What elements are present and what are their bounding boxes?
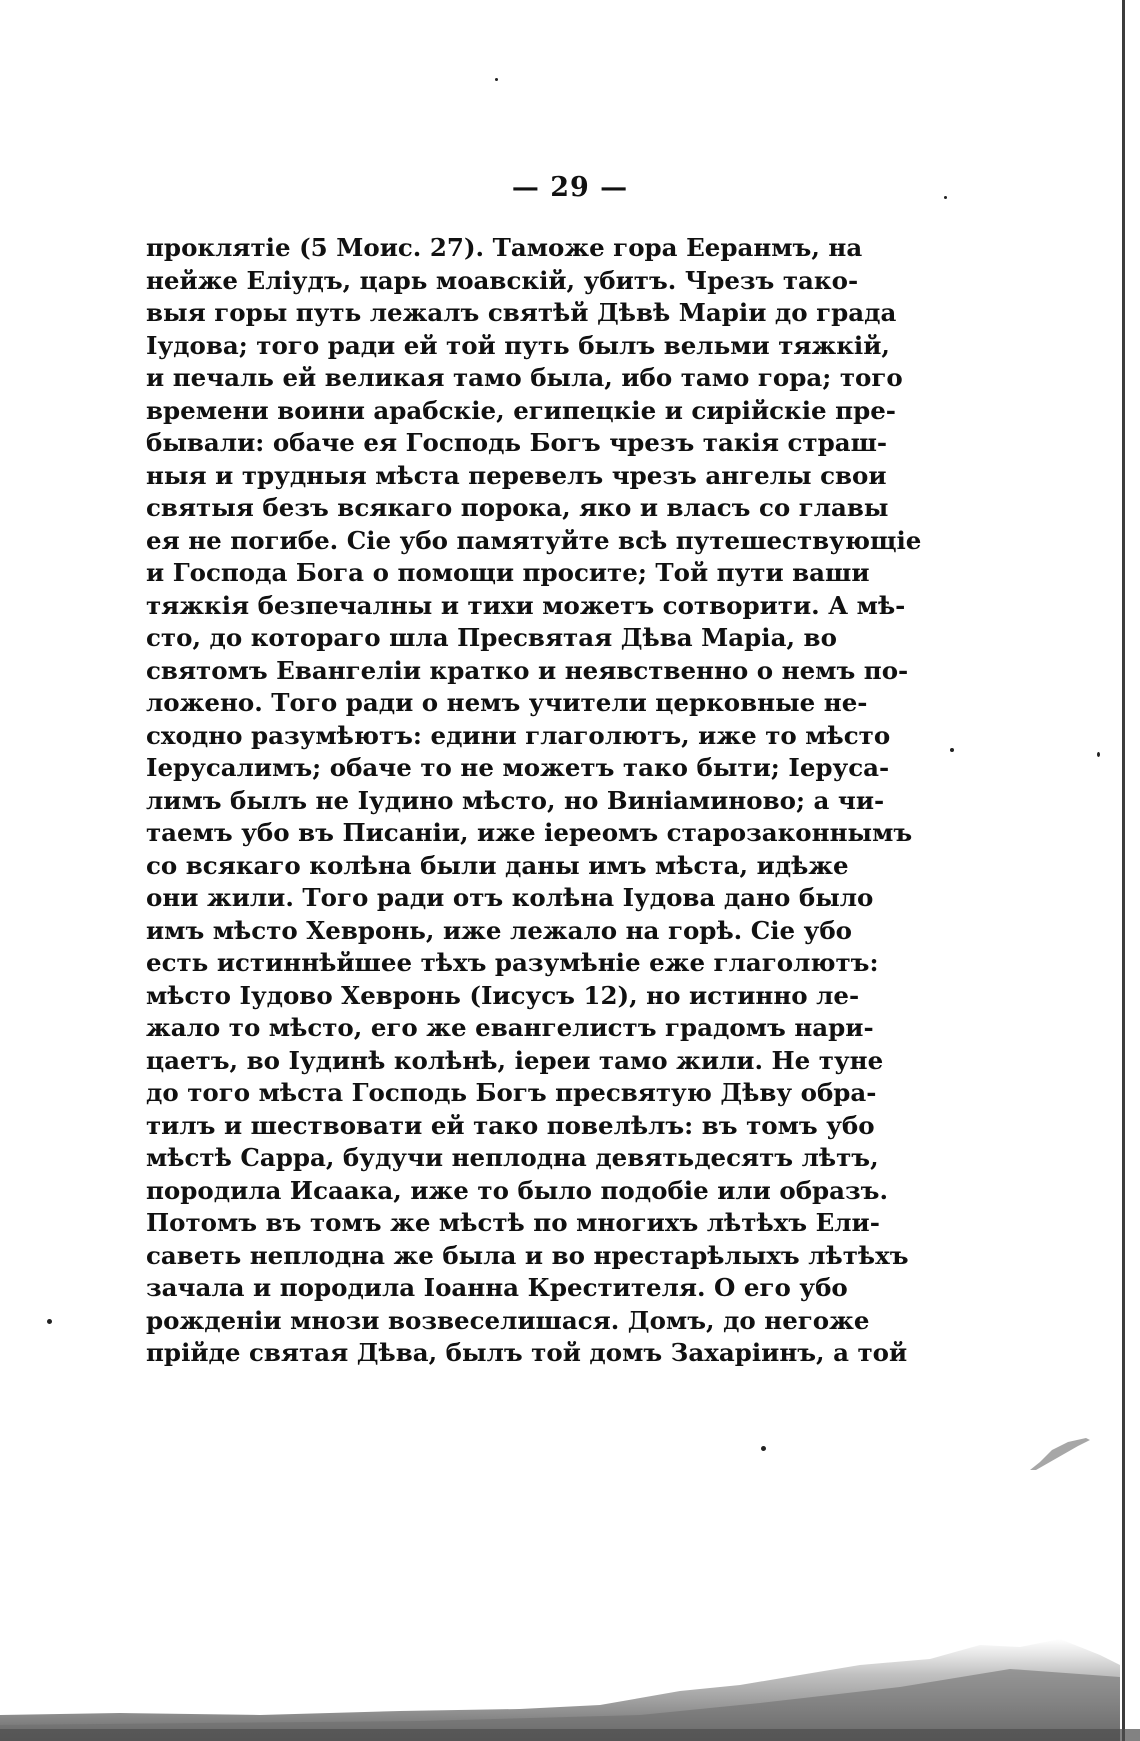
text-line: мѣсто Іудово Хевронь (Іисусъ 12), но истинно ле-: [146, 980, 860, 1010]
text-line: таемъ убо въ Писаніи, иже іереомъ старозаконнымъ: [146, 818, 913, 847]
text-line: сходно разумѣютъ: едини глаголютъ, иже то мѣсто: [146, 720, 891, 750]
text-line: и Господа Бога о помощи просите; Той пути ваши: [146, 558, 870, 587]
text-line: есть истиннѣйшее тѣхъ разумѣніе еже глаголютъ:: [146, 948, 879, 977]
text-line: ложено. Того ради о немъ учители церковные не-: [146, 688, 868, 717]
text-line: прійде святая Дѣва, былъ той домъ Захаріинъ, а той: [146, 1338, 908, 1367]
text-line: нейже Еліудъ, царь моавскій, убитъ. Чрезъ тако-: [146, 265, 859, 295]
dust-speck: [1097, 752, 1100, 757]
text-line: сто, до котораго шла Пресвятая Дѣва Маріа, во: [146, 623, 837, 652]
text-line: жало то мѣсто, его же евангелистъ градомъ нари-: [146, 1013, 874, 1042]
text-line: выя горы путь лежалъ святѣй Дѣвѣ Маріи до града: [146, 298, 897, 327]
text-line: времени воини арабскіе, египецкіе и сирійскіе пре-: [146, 395, 896, 425]
text-line: и печаль ей великая тамо была, ибо тамо гора; того: [146, 363, 903, 392]
smudge-mark: [1030, 1436, 1090, 1472]
text-line: святомъ Евангеліи кратко и неявственно о немъ по-: [146, 655, 909, 685]
text-line: мѣстѣ Сарра, будучи неплодна девятьдесятъ лѣтъ,: [146, 1143, 879, 1172]
text-line: ныя и трудныя мѣста перевелъ чрезъ ангелы свои: [146, 460, 887, 490]
scan-edge-line: [1122, 0, 1125, 1741]
dust-speck: [944, 196, 947, 199]
text-line: тилъ и шествовати ей тако повелѣлъ: въ томъ убо: [146, 1110, 875, 1140]
text-line: рожденіи мнози возвеселишася. Домъ, до негоже: [146, 1305, 870, 1335]
text-line: со всякаго колѣна были даны имъ мѣста, идѣже: [146, 850, 849, 880]
text-line: Іудова; того ради ей той путь былъ вельми тяжкій,: [146, 330, 890, 360]
text-line: лимъ былъ не Іудино мѣсто, но Виніаминово; а чи-: [146, 785, 885, 815]
page-number: — 29 —: [511, 172, 629, 203]
text-line: Іерусалимъ; обаче то не можетъ тако быти; Іеруса-: [146, 753, 890, 782]
text-line: цаетъ, во Іудинѣ колѣнѣ, іереи тамо жили. Не туне: [146, 1045, 884, 1075]
text-line: зачала и породила Іоанна Крестителя. О его убо: [146, 1273, 848, 1302]
text-line: имъ мѣсто Хевронь, иже лежало на горѣ. Сіе убо: [146, 915, 853, 945]
dust-speck: [761, 1446, 766, 1451]
text-line: саветь неплодна же была и во нрестарѣлыхъ лѣтѣхъ: [146, 1240, 909, 1270]
dust-speck: [495, 78, 498, 81]
text-line: ея не погибе. Сіе убо памятуйте всѣ путешествующіе: [146, 525, 922, 555]
text-line: Потомъ въ томъ же мѣстѣ по многихъ лѣтѣхъ Ели-: [146, 1208, 880, 1237]
text-line: до того мѣста Господь Богъ пресвятую Дѣву обра-: [146, 1078, 877, 1107]
text-line: они жили. Того ради отъ колѣна Іудова дано было: [146, 883, 874, 912]
text-line: проклятіе (5 Моис. 27). Таможе гора Ееранмъ, на: [146, 233, 863, 262]
scan-bottom-shadow: [0, 1625, 1140, 1741]
text-line: тяжкія безпечалны и тихи можетъ сотворити. А мѣ-: [146, 590, 906, 620]
text-line: бывали: обаче ея Господь Богъ чрезъ такія страш-: [146, 428, 888, 457]
text-line: святыя безъ всякаго порока, яко и власъ со главы: [146, 493, 889, 522]
dust-speck: [950, 748, 954, 752]
dust-speck: [47, 1319, 52, 1324]
text-line: породила Исаака, иже то было подобіе или образъ.: [146, 1175, 888, 1205]
body-text: [146, 232, 922, 1370]
